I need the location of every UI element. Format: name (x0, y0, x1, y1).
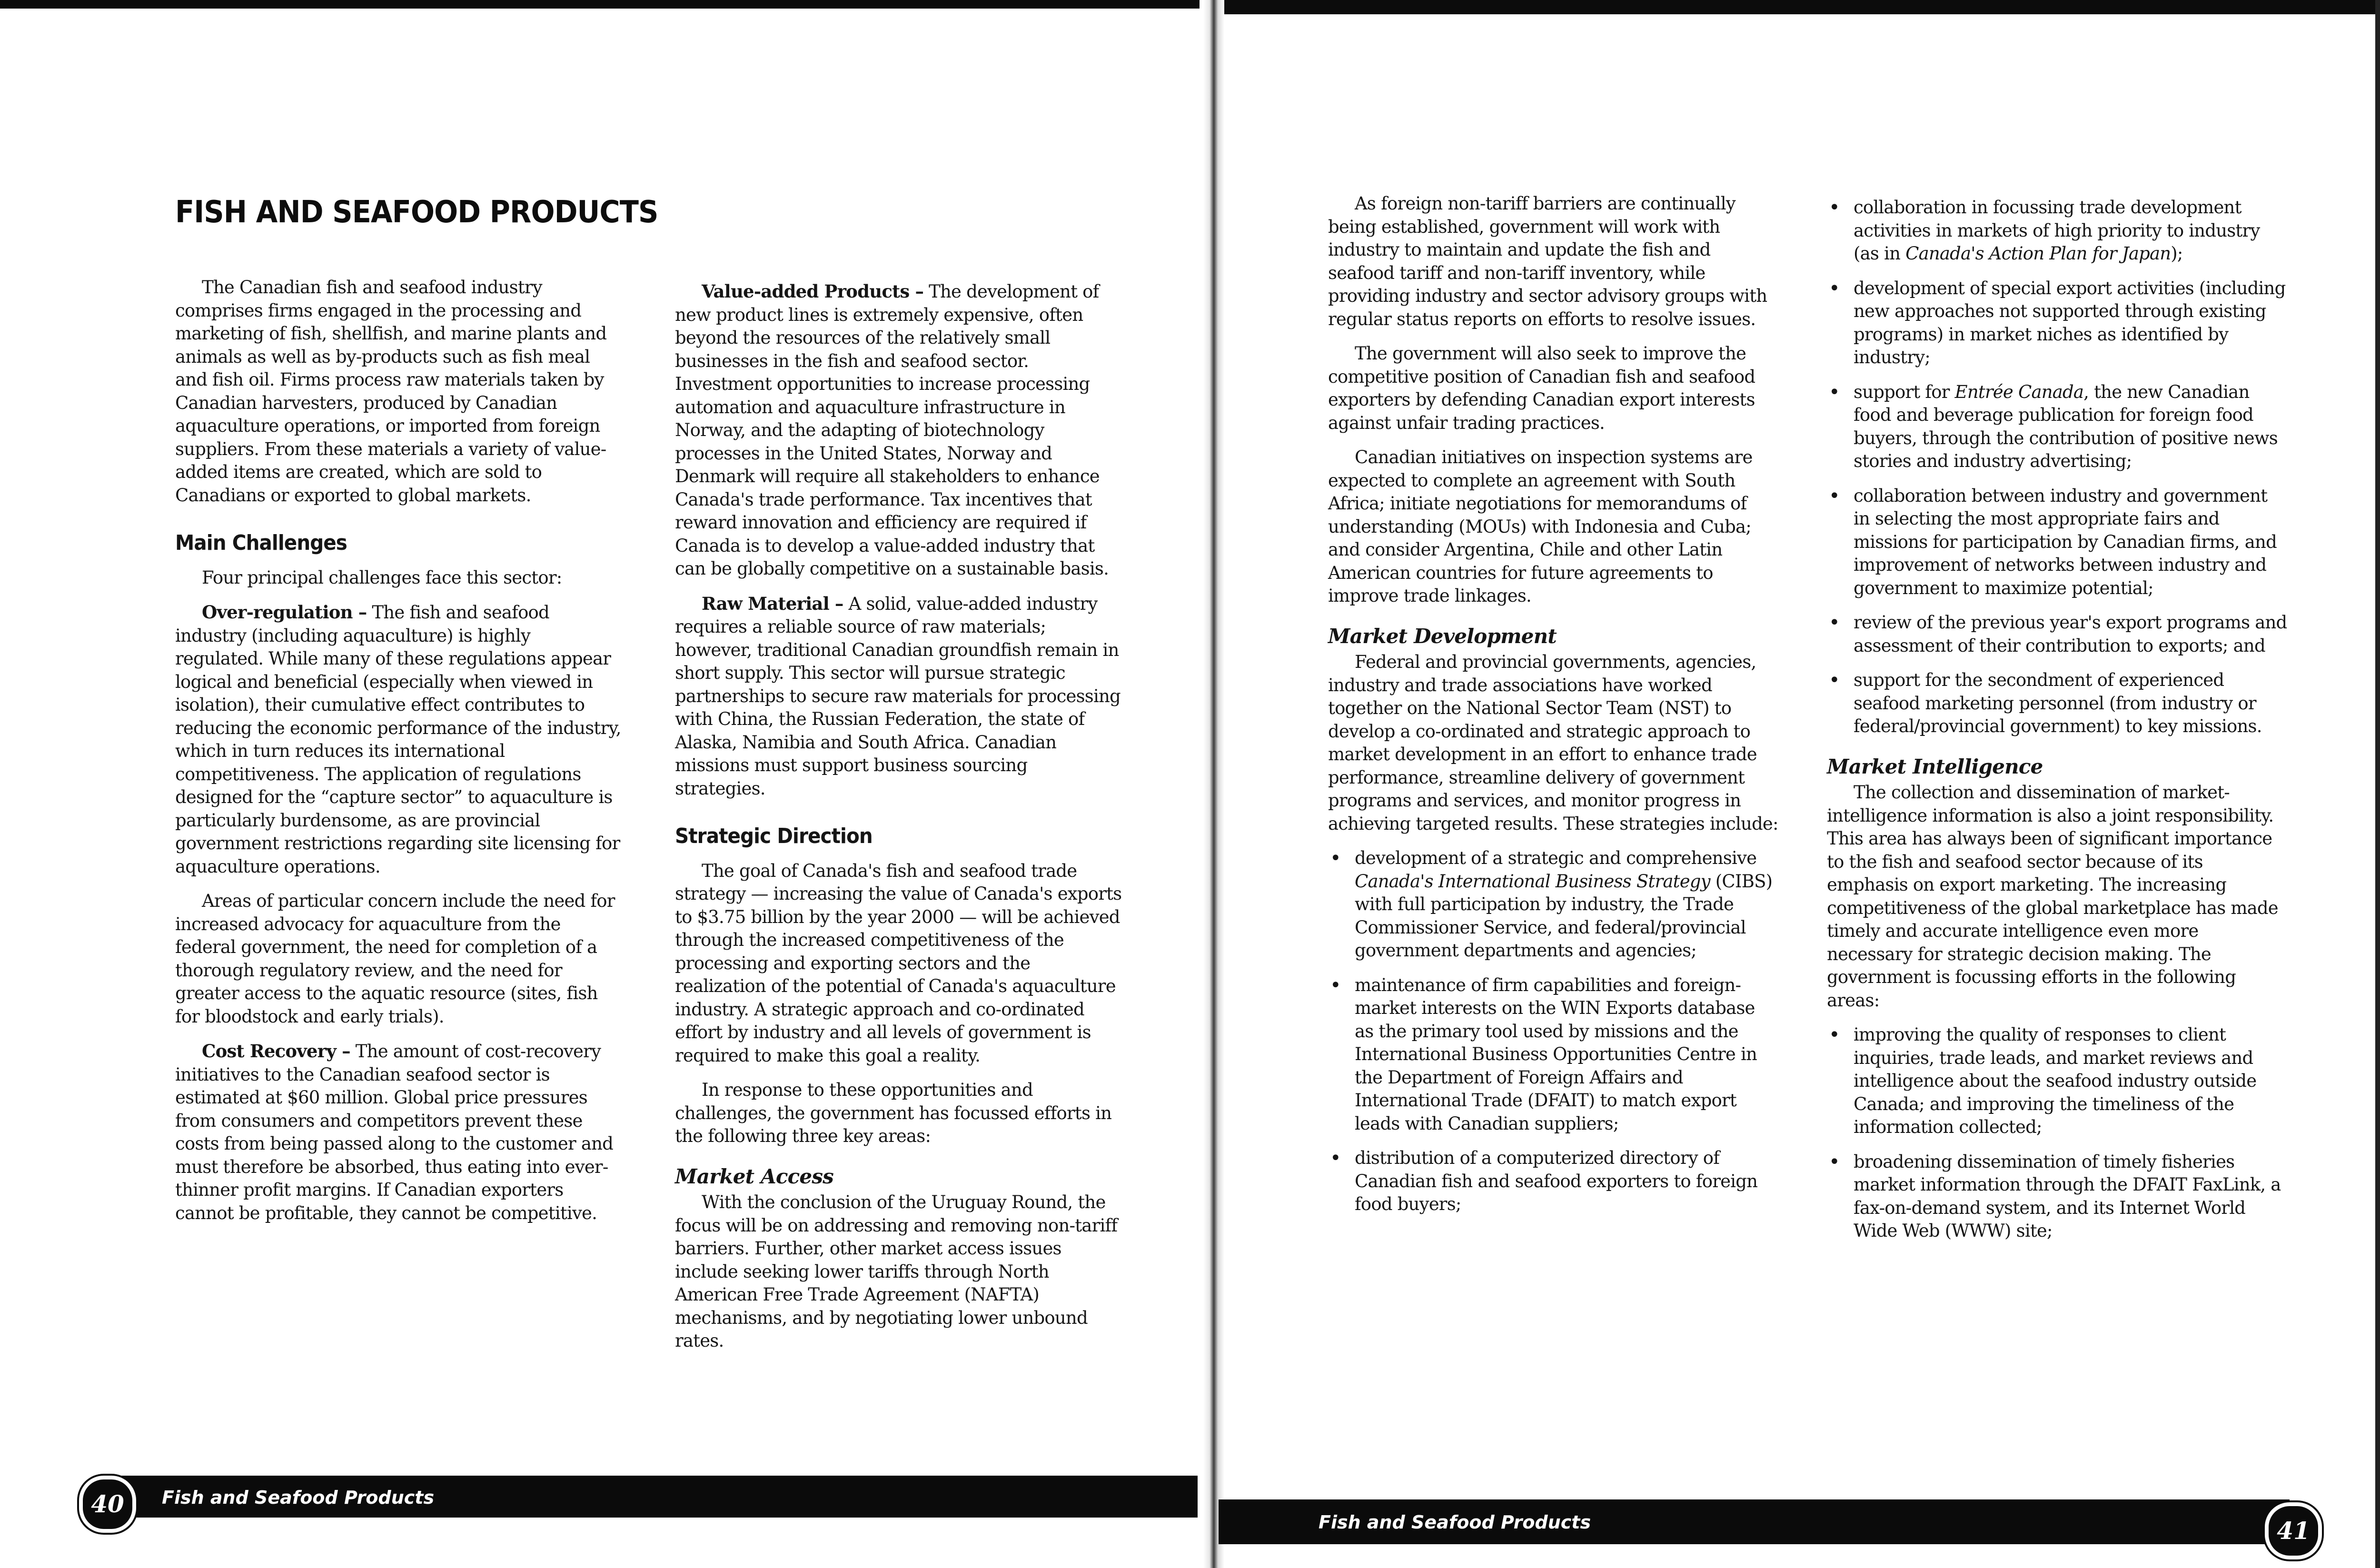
list-item (1328, 1147, 1778, 1216)
bullet-icon: • (1829, 485, 1840, 507)
bullet-icon: • (1829, 277, 1840, 299)
market-development-list (1328, 847, 1778, 1216)
bullet-icon: • (1829, 669, 1840, 691)
list-item-text: improving the quality of responses to client inquiries, trade leads, and market reviews and intelligence about the seafood industry outside Canada; and improving the timeliness of the information collected; (1854, 1024, 2257, 1137)
bullet-icon: • (1829, 197, 1840, 218)
intro-paragraph: The Canadian fish and seafood industry comprises firms engaged in the processing and marketing of fish, shellfish, and marine plants and animals as well as by-products such as fish meal and fish oil. Firms process raw materials taken by Canadian harvesters, produced by Canadian aquaculture operations, or imported from foreign suppliers. From these materials a variety of value-added items are created, which are sold to Canadians or exported to global markets. (175, 277, 607, 506)
cost-recovery-text: The amount of cost-recovery initiatives to the Canadian seafood sector is estimated at $60 million. Global price pressures from consumers and competitors prevent these costs from being passed along to the customer and must therefore be absorbed, thus eating into ever-thinner profit margins. If Canadian exporters cannot be profitable, they cannot be competitive. (175, 1041, 614, 1223)
response-paragraph: In response to these opportunities and challenges, the government has focussed efforts in the following three key areas: (675, 1080, 1112, 1146)
book-gutter (1203, 0, 1224, 1568)
list-item (1827, 381, 2288, 473)
page-number-right: 41 (2265, 1502, 2322, 1559)
list-item-text: , the new Canadian food and beverage publication for foreign food buyers, through the contribution of positive news stories and industry advertising; (1854, 381, 2278, 471)
challenges-intro: Four principal challenges face this sector: (202, 567, 562, 588)
market-intelligence-paragraph: The collection and dissemination of market-intelligence information is also a joint responsibility. This area has always been of significant importance to the fish and seafood sector because of its emphasis on export marketing. The increasing competitiveness of the global marketplace has made timely and accurate intelligence even more necessary for strategic decision making. The government is focussing efforts in the following areas: (1827, 782, 2278, 1011)
column-1 (175, 276, 624, 1236)
list-item (1328, 974, 1778, 1136)
raw-material-paragraph (675, 592, 1122, 801)
list-item-text: review of the previous year's export programs and assessment of their contribution to exports; and (1854, 612, 2287, 656)
list-item-text: support for (1854, 381, 1955, 402)
competitive-paragraph: The government will also seek to improve the competitive position of Canadian fish and seafood exporters by defending Canadian export interests against unfair trading practices. (1328, 343, 1755, 433)
list-item-text: distribution of a computerized directory of Canadian fish and seafood exporters to foreign food buyers; (1355, 1148, 1758, 1214)
value-added-lead: Value-added Products – (702, 281, 924, 302)
over-regulation-text: The fish and seafood industry (including aquaculture) is highly regulated. While many of these regulations appear logical and beneficial (especially when viewed in isolation), their cumulative effect contributes to reducing the economic performance of the industry, which in turn reduces its international competitiveness. The application of regulations designed for the “capture sector” to aquaculture is particularly burdensome, as are provincial government restrictions regarding site licensing for aquaculture operations. (175, 602, 621, 877)
list-item-italic: Entrée Canada (1954, 381, 2084, 402)
list-item-text: collaboration in focussing trade development activities in markets of high priority to industry (as in (1854, 197, 2260, 264)
bullet-icon: • (1829, 1024, 1840, 1046)
list-item-text: broadening dissemination of timely fisheries market information through the DFAIT FaxLink, a fax-on-demand system, and its Internet World Wide Web (WWW) site; (1854, 1151, 2281, 1241)
bullet-icon: • (1330, 974, 1341, 996)
list-item (1827, 1151, 2288, 1243)
bullet-icon: • (1829, 381, 1840, 403)
list-item-text: maintenance of firm capabilities and foreign-market interests on the WIN Exports database as the primary tool used by missions and the International Business Opportunities Centre in the Department of Foreign Affairs and International Trade (DFAIT) to match export leads with Canadian suppliers; (1355, 974, 1757, 1134)
cost-recovery-lead: Cost Recovery – (202, 1041, 350, 1062)
list-item-text: development of special export activities (including new approaches not supported through existing programs) in market niches as identified by industry; (1854, 278, 2286, 367)
raw-material-lead: Raw Material – (702, 593, 843, 614)
market-development-heading: Market Development (1328, 624, 1557, 648)
bullet-icon: • (1829, 612, 1840, 634)
inspection-paragraph: Canadian initiatives on inspection systems are expected to complete an agreement with South Africa; initiate negotiations for memorandums of understanding (MOUs) with Indonesia and Cuba; and consider Argentina, Chile and other Latin American countries for future agreements to improve trade linkages. (1328, 447, 1753, 606)
page-top-edge-left (0, 0, 1200, 9)
list-item-italic: Canada's Action Plan for Japan (1905, 243, 2171, 264)
bullet-icon: • (1330, 1147, 1341, 1169)
bullet-icon: • (1330, 847, 1341, 869)
concern-paragraph: Areas of particular concern include the need for increased advocacy for aquaculture from the federal government, the need for completion of a thorough regulatory review, and the need for greater access to the aquatic resource (sites, fish for bloodstock and early trials). (175, 891, 615, 1027)
nontariff-paragraph: As foreign non-tariff barriers are continually being established, government will work with industry to maintain and update the fish and seafood tariff and non-tariff inventory, while providing industry and sector advisory groups with regular status reports on efforts to resolve issues. (1328, 193, 1767, 329)
list-item-italic: Canada's International Business Strategy (1355, 871, 1710, 892)
market-access-paragraph: With the conclusion of the Uruguay Round, the focus will be on addressing and removing non-tariff barriers. Further, other market access issues include seeking lower tariffs through North American Free Trade Agreement (NAFTA) mechanisms, and by negotiating lower unbound rates. (675, 1192, 1118, 1351)
market-development-list-continued (1827, 196, 2288, 738)
list-item (1827, 196, 2288, 266)
market-intelligence-heading: Market Intelligence (1827, 754, 2043, 778)
list-item (1827, 1023, 2288, 1139)
column-4 (1827, 196, 2288, 1254)
page-title: FISH AND SEAFOOD PRODUCTS (175, 194, 658, 230)
raw-material-text: A solid, value-added industry requires a reliable source of raw materials; however, traditional Canadian groundfish remain in short supply. This sector will pursue strategic partnerships to secure raw materials for processing with China, the Russian Federation, the state of Alaska, Namibia and South Africa. Canadian missions must support business sourcing strategies. (675, 593, 1121, 799)
footer-bar-right (1219, 1499, 2290, 1544)
value-added-text: The development of new product lines is extremely expensive, often beyond the resources of the relatively small businesses in the fish and seafood sector. Investment opportunities to increase processing automation and aquaculture infrastructure in Norway, and the adapting of biotechnology processes in the United States, Norway and Denmark will require all stakeholders to enhance Canada's trade performance. Tax incentives that reward innovation and efficiency are required if Canada is to develop a value-added industry that can be globally competitive on a sustainable basis. (675, 281, 1109, 579)
cost-recovery-paragraph (175, 1040, 624, 1225)
list-item (1328, 847, 1778, 963)
market-intelligence-list (1827, 1023, 2288, 1243)
footer-bar-left (81, 1476, 1198, 1518)
page-number-left: 40 (79, 1476, 136, 1533)
market-access-heading: Market Access (675, 1164, 834, 1188)
list-item-text: development of a strategic and comprehensive (1355, 848, 1757, 868)
list-item-text: ); (2171, 243, 2183, 264)
running-head-right: Fish and Seafood Products (1319, 1512, 1591, 1533)
strategic-paragraph: The goal of Canada's fish and seafood trade strategy — increasing the value of Canada's exports to $3.75 billion by the year 2000 — will be achieved through the increased competitiveness of the processing and exporting sectors and the realization of the potential of Canada's aquaculture industry. A strategic approach and co-ordinated effort by industry and all levels of government is required to make this goal a reality. (675, 860, 1122, 1066)
list-item-text: support for the secondment of experienced seafood marketing personnel (from industry or federal/provincial government) to key missions. (1854, 670, 2262, 736)
list-item (1827, 611, 2288, 657)
over-regulation-paragraph (175, 601, 624, 878)
column-2 (675, 280, 1122, 1364)
column-3 (1328, 192, 1778, 1228)
list-item (1827, 669, 2288, 738)
over-regulation-lead: Over-regulation – (202, 602, 367, 623)
list-item (1827, 277, 2288, 369)
bullet-icon: • (1829, 1151, 1840, 1173)
strategic-direction-heading: Strategic Direction (675, 824, 873, 848)
page-edge-right (2375, 0, 2380, 1568)
list-item-text: (CIBS) with full participation by industry, the Trade Commissioner Service, and federal/provincial government departments and agencies; (1355, 871, 1773, 961)
list-item (1827, 485, 2288, 600)
value-added-paragraph (675, 280, 1122, 581)
list-item-text: collaboration between industry and government in selecting the most appropriate fairs and missions for participation by Canadian firms, and improvement of networks between industry and government to maximize potential; (1854, 485, 2277, 598)
page-top-edge-right (1219, 0, 2380, 14)
main-challenges-heading: Main Challenges (175, 531, 347, 555)
running-head-left: Fish and Seafood Products (162, 1487, 435, 1508)
market-development-paragraph: Federal and provincial governments, agencies, industry and trade associations have worked together on the National Sector Team (NST) to develop a co-ordinated and strategic approach to market development in an effort to enhance trade performance, streamline delivery of government programs and services, and monitor progress in achieving targeted results. These strategies include: (1328, 652, 1778, 834)
